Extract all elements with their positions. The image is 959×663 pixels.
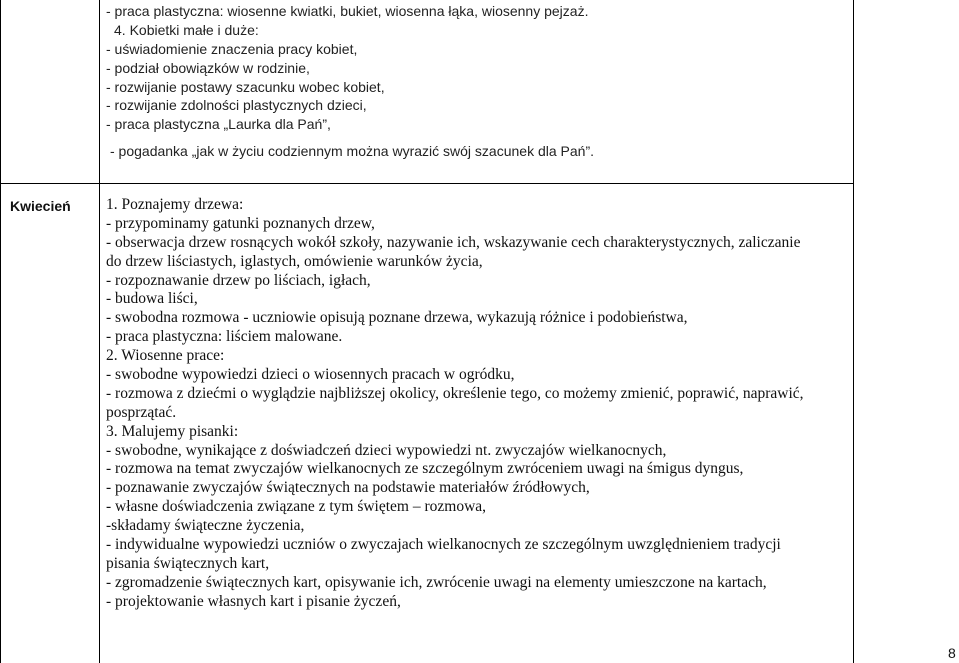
text-line: - rozpoznawanie drzew po liściach, igłach, (106, 271, 371, 289)
text-line: -składamy świąteczne życzenia, (106, 517, 305, 535)
page-number: 8 (948, 645, 956, 661)
text-line: - budowa liści, (106, 290, 198, 308)
month-label: Kwiecień (10, 198, 71, 214)
table-border-left (0, 0, 1, 663)
text-line: - własne doświadczenia związane z tym świętem – rozmowa, (106, 498, 487, 516)
text-line: - poznawanie zwyczajów świątecznych na podstawie materiałów źródłowych, (106, 479, 590, 497)
text-line: - praca plastyczna: liściem malowane. (106, 328, 343, 346)
text-line: - zgromadzenie świątecznych kart, opisywanie ich, zwrócenie uwagi na elementy umieszczone na kartach, (106, 573, 767, 591)
text-line: posprzątać. (106, 403, 177, 421)
text-line: do drzew liściastych, iglastych, omówienie warunków życia, (106, 252, 483, 270)
row-divider (0, 183, 854, 184)
text-line: - indywidualne wypowiedzi uczniów o zwyczajach wielkanocnych ze szczególnym uwzględnieniem tradycji (106, 536, 781, 554)
top-cell-last-line: - pogadanka „jak w życiu codziennym można wyrazić swój szacunek dla Pań”. (110, 143, 594, 159)
text-line: pisania świątecznych kart, (106, 554, 270, 572)
text-line: - praca plastyczna: wiosenne kwiatki, bukiet, wiosenna łąka, wiosenny pejzaż. (106, 3, 589, 19)
text-line: - praca plastyczna „Laurka dla Pań”, (106, 116, 331, 133)
text-line: - swobodna rozmowa - uczniowie opisują poznane drzewa, wykazują różnice i podobieństwa, (106, 309, 688, 327)
text-line: - swobodne wypowiedzi dzieci o wiosennych pracach w ogródku, (106, 366, 515, 384)
column-divider (99, 0, 100, 663)
text-line: - rozwijanie postawy szacunku wobec kobiet, (106, 78, 385, 95)
text-line: - uświadomienie znaczenia pracy kobiet, (106, 40, 358, 57)
text-line: - rozmowa z dziećmi o wyglądzie najbliższej okolicy, określenie tego, co możemy zmienić, poprawić, naprawić, (106, 384, 804, 402)
text-line: 4. Kobietki małe i duże: (114, 21, 259, 38)
text-line: - podział obowiązków w rodzinie, (106, 59, 310, 76)
top-cell-text (106, 2, 588, 134)
text-line: 1. Poznajemy drzewa: (106, 196, 244, 213)
text-line: 2. Wiosenne prace: (106, 347, 225, 365)
april-cell-text (106, 196, 804, 612)
text-line: - rozmowa na temat zwyczajów wielkanocnych ze szczególnym zwróceniem uwagi na śmigus dyngus, (106, 460, 744, 478)
text-line: - projektowanie własnych kart i pisanie życzeń, (106, 592, 401, 610)
text-line: - rozwijanie zdolności plastycznych dzieci, (106, 97, 367, 114)
table-border-right (853, 0, 854, 663)
text-line: - przypominamy gatunki poznanych drzew, (106, 214, 375, 232)
text-line: - swobodne, wynikające z doświadczeń dzieci wypowiedzi nt. zwyczajów wielkanocnych, (106, 441, 667, 459)
text-line: 3. Malujemy pisanki: (106, 422, 239, 440)
text-line: - obserwacja drzew rosnących wokół szkoły, nazywanie ich, wskazywanie cech charakterystycznych, zaliczanie (106, 233, 801, 251)
